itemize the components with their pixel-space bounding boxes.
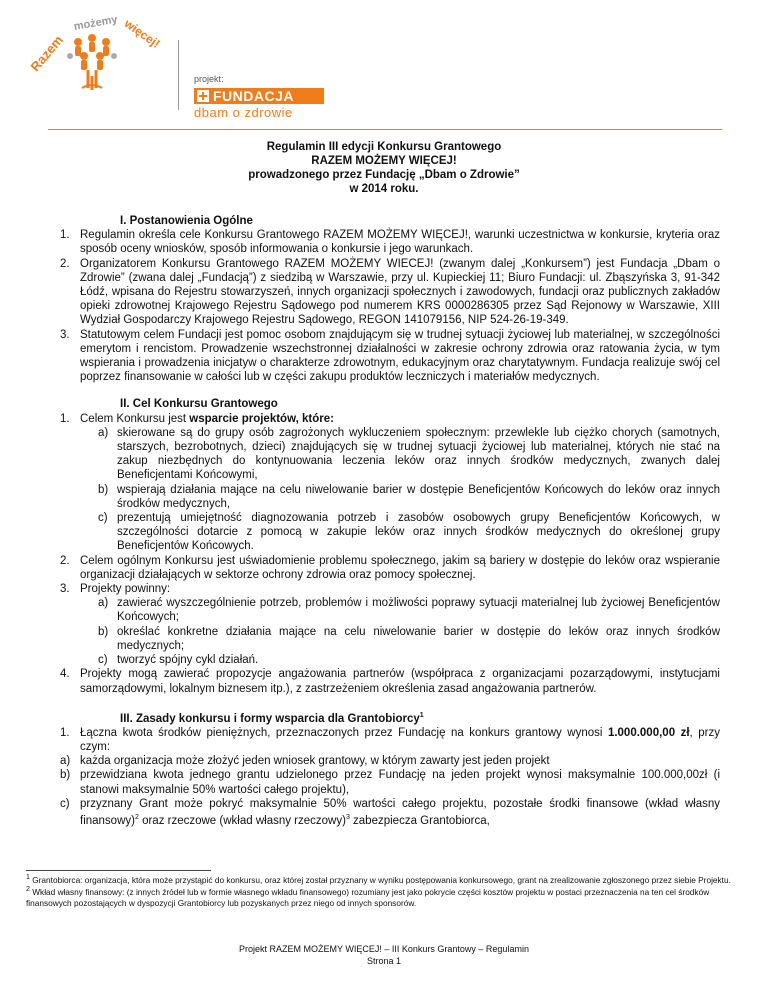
header-rule [48, 129, 722, 130]
sub-item: c) przyznany Grant może pokryć maksymalnie 50% wartości całego projektu, pozostałe środki finansowe (wkład własny finansowy)$^2$ oraz rzeczowe (wkład własny rzeczowy)$^3$ zabezpiecza Grantobiorca, [60, 797, 720, 827]
list-item: 2. Celem ogólnym Konkursu jest uświadomienie problemu społecznego, jakim są bariery w dostępie do leków oraz wspieranie organizacji działających w sektorze ochrony zdrowia oraz pomocy społecznej. [60, 554, 720, 581]
plus-icon [197, 90, 209, 102]
title-line-1: Regulamin III edycji Konkursu Grantowego [266, 141, 502, 153]
sub-item: c) prezentują umiejętność diagnozowania potrzeb i zasobów osobowych grupy Beneficjentów Końcowych, w szczególności dotarcie z pomocą w zakupie leków oraz innych środków medycznych do określonej grupy Beneficjentów Końcowych. [98, 512, 720, 553]
footnote-1: $^1$ Grantobiorca: organizacja, która może przystąpić do konkursu, oraz której został przyznany w wyniku postępowania konkursowego, grant na zrealizowanie zgłoszonego przez siebie Projektu. [26, 874, 731, 885]
footnote-2: $^2$ Wkład własny finansowy: (z innych źródeł lub w formie własnego wkładu finansowego) rozumiany jest jako pokrycie części kosztów projektu w postaci przeznaczenia na ten cel środków finansowych pozostających w dyspozycji Grantobiorcy lub pozyskanych przez niego od innych sponsorów. [26, 886, 710, 908]
svg-text:więcej!: więcej! [121, 16, 163, 51]
sub-item: b) przewidziana kwota jednego grantu udzielonego przez Fundację na jeden projekt wynosi maksymalnie 100.000,00zł (i stanowi maksymalnie 50% wartości całego projektu), [60, 769, 720, 796]
svg-text:Razem: Razem [27, 32, 66, 75]
footnotes [26, 873, 746, 908]
sub-item: a) skierowane są do grupy osób zagrożonych wykluczeniem społecznym: przewlekle lub ciężko chorych (samotnych, starszych, bezrobotnych, dzieci) znajdujących się w trudnej sytuacji życiowej lub materialnej, których nie stać na zakup niezbędnych do kontynuowania leczenia leków oraz innych środków medycznych, zwanych dalej Beneficjentami Końcowymi, [98, 426, 720, 482]
section-1 [60, 214, 720, 384]
list-item: 3. Projekty powinny: [60, 583, 171, 596]
section-2 [60, 397, 720, 695]
title-line-2: RAZEM MOŻEMY WIĘCEJ! [311, 155, 457, 167]
sub-item: b) wspierają działania mające na celu niwelowanie barier w dostępie Beneficjentów Końcowych do leków oraz innych środków medycznych, [98, 483, 720, 510]
page-number: Strona 1 [366, 956, 402, 966]
fundacja-text: FUNDACJA [213, 88, 294, 104]
page-footer [0, 943, 768, 967]
document-body [60, 214, 720, 828]
sub-item: b) określać konkretne działania mające na celu niwelowanie barier w dostępie do leków oraz innych środków medycznych; [98, 625, 720, 652]
svg-text:możemy: możemy [72, 16, 119, 34]
list-item: 1. Regulamin określa cele Konkursu Grantowego RAZEM MOŻEMY WIĘCEJ!, warunki uczestnictwa w konkursie, kryteria oraz sposób oceny wniosków, sposób informowania o konkursie i jego warunkach. [60, 229, 720, 256]
sub-item: c) tworzyć spójny cykl działań. [98, 654, 259, 667]
section-heading: II. Cel Konkursu Grantowego [120, 398, 278, 411]
list-item: 2. Organizatorem Konkursu Grantowego RAZEM MOŻEMY WIECEJ! (zwanym dalej „Konkursem”) jest Fundacja „Dbam o Zdrowie” (zwana dalej „Fundacją”) z siedzibą w Warszawie, przy ul. Kupieckiej 11; Biuro Fundacji: ul. Zbąszyńska 3, 91-342 Łódź, wpisana do Rejestru stowarzyszeń, innych organizacji społecznych i zawodowych, fundacji oraz publicznych zakładów opieki zdrowotnej Krajowego Rejestru Sądowego pod numerem KRS 0000286305 przez Sąd Rejonowy w Warszawie, XIII Wydział Gospodarczy Krajowego Rejestru Sądowego, REGON 141079156, NIP 524-26-19-349. [60, 257, 720, 327]
sub-item: a) zawierać wyszczególnienie potrzeb, problemów i możliwości poprawy sytuacji materialnej lub życiowej Beneficjentów Końcowych; [98, 597, 720, 624]
list-item: 1. Łączna kwota środków pieniężnych, przeznaczonych przez Fundację na konkurs grantowy wynosi 1.000.000,00 zł, przy czym: [60, 726, 720, 753]
title-line-4: w 2014 roku. [349, 183, 419, 195]
razem-logo-graphic [26, 16, 166, 96]
fundacja-logo [194, 88, 324, 104]
list-item: 3. Statutowym celem Fundacji jest pomoc osobom znajdującym się w trudnej sytuacji życiowej lub materialnej, w szczególności emerytom i rencistom. Prowadzenie wszechstronnej działalności w zakresie ochrony zdrowia oraz ratowania życia, w tym wspierania i prowadzenia inicjatyw o charakterze zdrowotnym, edukacyjnym oraz charytatywnym. Fundacja realizuje swój cel poprzez finansowanie w całości lub w części zakupu produktów leczniczych i materiałów medycznych. [60, 328, 720, 384]
razem-logo [26, 16, 166, 96]
section-3 [60, 709, 720, 828]
sub-item: a) każda organizacja może złożyć jeden wniosek grantowy, w którym zawarty jest jeden projekt [60, 755, 550, 768]
footnote-separator [26, 870, 211, 871]
list-item: 1. Celem Konkursu jest wsparcie projektów, które: [60, 412, 334, 425]
document-title [0, 140, 768, 196]
header-divider [178, 40, 179, 110]
section-heading: I. Postanowienia Ogólne [120, 215, 253, 227]
projekt-label: projekt: [194, 74, 224, 84]
section-heading: III. Zasady konkursu i formy wsparcia dla Grantobiorcy$^1$ [120, 711, 424, 725]
dbam-o-zdrowie-text: dbam o zdrowie [194, 105, 293, 120]
title-line-3: prowadzonego przez Fundację „Dbam o Zdrowie” [248, 169, 520, 181]
footer-title: Projekt RAZEM MOŻEMY WIĘCEJ! – III Konkurs Grantowy – Regulamin [239, 944, 529, 954]
list-item: 4. Projekty mogą zawierać propozycje angażowania partnerów (współpraca z organizacjami pozarządowymi, instytucjami samorządowymi, lokalnym biznesem itp.), z zastrzeżeniem określenia zasad angażowania partnerów. [60, 668, 720, 695]
